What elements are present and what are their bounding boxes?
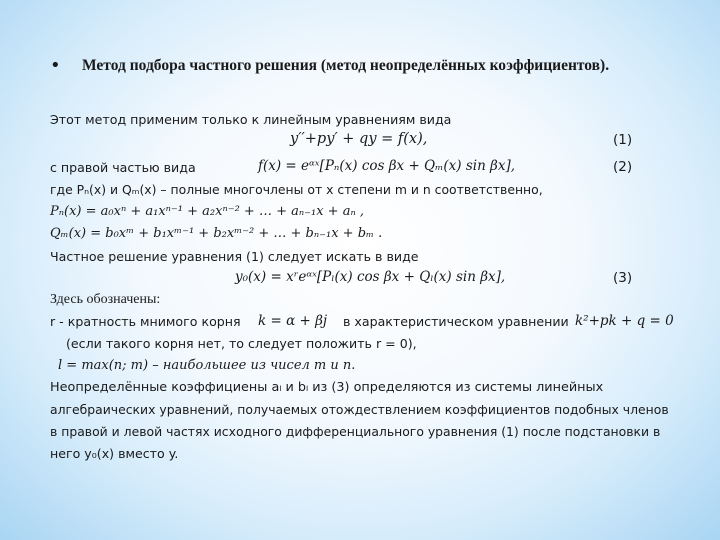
equation-1-number: (1) <box>613 132 633 148</box>
equation-3-number: (3) <box>613 270 633 286</box>
no-root-line: (если такого корня нет, то следует положить r = 0), <box>66 336 417 351</box>
notation-heading: Здесь обозначены: <box>50 292 161 307</box>
coefficients-line-2: алгебраических уравнений, получаемых отождествлением коэффициентов подобных членов <box>50 402 669 417</box>
particular-solution-line: Частное решение уравнения (1) следует искать в виде <box>50 249 419 264</box>
multiplicity-line: r - кратность мнимого корня <box>50 314 241 329</box>
bullet-icon: • <box>50 55 61 76</box>
equation-3: y₀(x) = xʳeᵅˣ[Pₗ(x) cos βx + Qₗ(x) sin βx], <box>235 269 506 285</box>
coefficients-line-4: него y₀(x) вместо y. <box>50 446 179 461</box>
equation-2: f(x) = eᵅˣ[Pₙ(x) cos βx + Qₘ(x) sin βx], <box>258 158 516 174</box>
polynomials-line: где Pₙ(x) и Qₘ(x) – полные многочлены от x степени m и n соответственно, <box>50 182 543 197</box>
characteristic-equation: k²+pk + q = 0 <box>575 313 674 329</box>
rhs-label: с правой частью вида <box>50 160 196 175</box>
max-degree-line: l = max(n; m) – наибольшее из чисел m и n. <box>58 358 356 373</box>
equation-2-number: (2) <box>613 159 633 175</box>
coefficients-line-3: в правой и левой частях исходного дифференциального уравнения (1) после подстановки в <box>50 424 661 439</box>
slide-title: Метод подбора частного решения (метод неопределённых коэффициентов). <box>82 57 610 74</box>
characteristic-label: в характеристическом уравнении <box>343 314 569 329</box>
root-expression: k = α + βj <box>258 313 328 329</box>
polynomial-q: Qₘ(x) = b₀xᵐ + b₁xᵐ⁻¹ + b₂xᵐ⁻² + … + bₙ₋₁x + bₘ . <box>50 226 383 241</box>
equation-1: y′′+py′ + qy = f(x), <box>290 131 428 147</box>
polynomial-p: Pₙ(x) = a₀xⁿ + a₁xⁿ⁻¹ + a₂xⁿ⁻² + … + aₙ₋₁x + aₙ , <box>50 204 364 219</box>
intro-line: Этот метод применим только к линейным уравнениям вида <box>50 112 452 127</box>
coefficients-line-1: Неопределённые коэффициены aₗ и bₗ из (3) определяются из системы линейных <box>50 380 604 395</box>
